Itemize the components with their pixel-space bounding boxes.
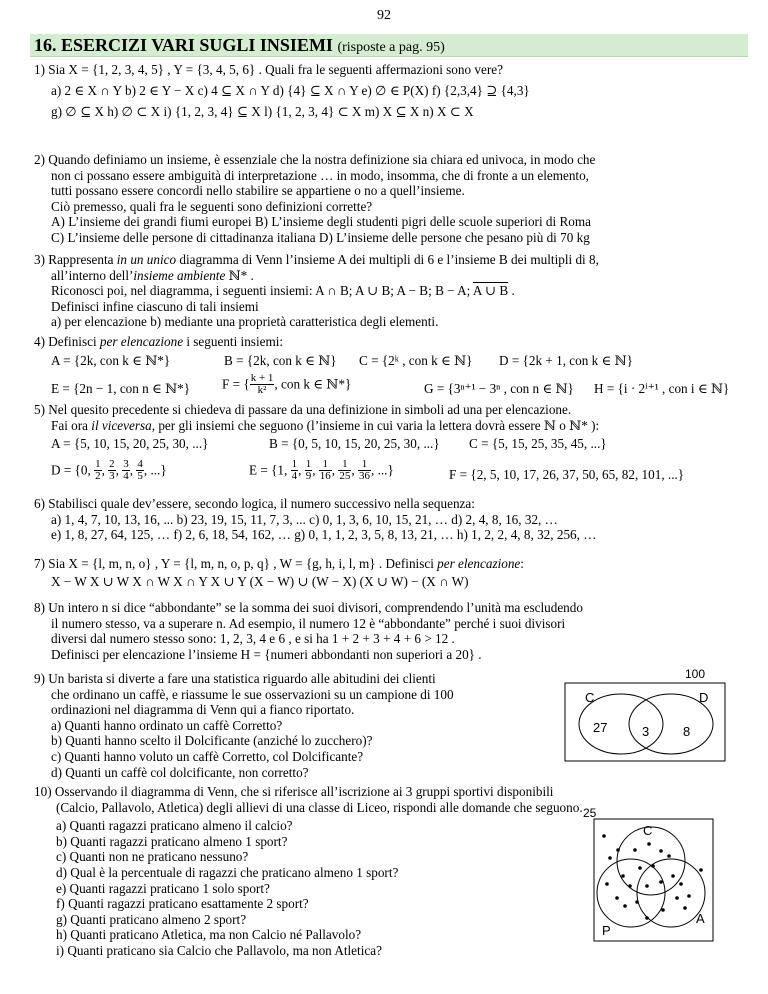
text: ℕ* . — [225, 267, 254, 283]
fraction — [94, 459, 102, 482]
student-dot — [638, 866, 642, 870]
venn-set-a-label: A — [696, 911, 705, 926]
emphasis: insieme ambiente — [133, 267, 226, 283]
student-dot — [605, 882, 609, 886]
exercise-8-line: 8) Un intero n si dice “abbondante” se la somma dei suoi divisori, comprendendo l’unità ma escludendo — [34, 600, 583, 615]
venn-diagram-coffee — [563, 666, 733, 764]
set-listing-fractions — [51, 459, 167, 482]
exercise-2-option: C) L’insieme delle persone di cittadinanza italiana D) L’insieme delle persone che pesano più di 70 kg — [51, 229, 590, 245]
exercise-3-line: Definisci infine ciascuno di tali insiemi — [51, 298, 259, 314]
student-dot — [659, 880, 663, 884]
exercise-8-line: Definisci per elencazione l’insieme H = {numeri abbondanti non superiori a 20} . — [51, 646, 482, 662]
fraction — [358, 459, 371, 482]
fraction — [250, 373, 275, 396]
fraction — [319, 459, 332, 482]
exercise-6-line: 6) Stabilisci quale dev’essere, secondo logica, il numero successivo nella sequenza: — [34, 496, 475, 511]
separator: , — [298, 462, 305, 478]
student-dot — [602, 834, 606, 838]
set-definition: H = {i · 2ⁱ⁺¹ , con i ∈ ℕ} — [594, 380, 730, 396]
exercise-5-row-2 — [34, 456, 750, 488]
exercise-10-line: (Calcio, Pallavolo, Atletica) degli allievi di una classe di Liceo, rispondi alle domande che seguono. — [56, 799, 583, 815]
text: , con k ∈ ℕ*} — [274, 376, 352, 392]
exercise-10-question: c) Quanti non ne praticano nessuno? — [56, 849, 249, 865]
numerator: 4 — [137, 458, 143, 471]
set-definition: D = {2k + 1, con k ∈ ℕ} — [499, 352, 633, 368]
page-number: 92 — [377, 8, 391, 23]
exercise-8-line: diversi dal numero stesso sono: 1, 2, 3, 4 e 6 , e si ha 1 + 2 + 3 + 4 + 6 > 12 . — [51, 631, 455, 647]
separator: , — [115, 462, 123, 478]
numerator: 1 — [319, 459, 332, 471]
student-dot — [683, 906, 687, 910]
set-definition: E = {2n − 1, con n ∈ ℕ*} — [51, 380, 191, 396]
venn-sports-svg — [577, 806, 717, 944]
student-dot — [645, 884, 649, 888]
exercise-9-line: che ordinano un caffè, e riassume le sue osservazioni su un campione di 100 — [51, 686, 454, 702]
text: E = {1, — [249, 462, 291, 478]
set-listing-fractions — [249, 459, 394, 482]
exercise-5-line: 5) Nel quesito precedente si chiedeva di passare da una definizione in simboli ad una per elencazione. — [34, 402, 572, 417]
student-dot — [616, 848, 620, 852]
text: i seguenti insiemi: — [183, 334, 284, 349]
text: diagramma di Venn l’insieme A dei multipli di 6 e l’insieme B dei multipli di 8, — [176, 252, 599, 267]
exercise-2 — [34, 152, 750, 246]
exercise-2-line: tutti possano essere concordi nello stabilire se appartiene o no a quell’insieme. — [51, 183, 465, 199]
denominator: 25 — [339, 470, 351, 483]
section-title-text: 16. ESERCIZI VARI SUGLI INSIEMI — [34, 35, 333, 55]
emphasis: il viceversa, — [91, 417, 156, 433]
exercise-4-intro — [34, 334, 750, 350]
set-listing: B = {0, 5, 10, 15, 20, 25, 30, ...} — [269, 436, 440, 452]
student-dot — [621, 874, 625, 878]
exercise-9-question: d) Quanti un caffè col dolcificante, non corretto? — [51, 764, 309, 780]
venn-both-value: 3 — [642, 724, 650, 739]
exercise-10-question: h) Quanti praticano Atletica, ma non Calcio né Pallavolo? — [56, 927, 362, 943]
student-dot — [661, 908, 665, 912]
student-dot — [647, 842, 651, 846]
venn-set-c-label: C — [643, 823, 653, 838]
emphasis: in un unico — [116, 252, 177, 267]
exercise-5-line — [34, 418, 750, 434]
exercise-4-row-1 — [34, 353, 750, 373]
text: all’interno dell’ — [51, 267, 134, 283]
text: per gli insiemi che seguono (l’insieme in cui varia la lettera dovrà essere ℕ o ℕ* ): — [155, 417, 600, 433]
student-dot — [675, 896, 679, 900]
text: F = { — [222, 376, 250, 392]
text: 7) Sia X = {l, m, n, o} , Y = {l, m, n, o, p, q} , W = {g, h, i, l, m} . Definisci — [34, 556, 438, 571]
set-definition: B = {2k, con k ∈ ℕ} — [224, 352, 337, 368]
exercise-7-operations: X − W X ∪ W X ∩ W X ∩ Y X ∪ Y (X − W) ∪ (W − X) (X ∪ W) − (X ∩ W) — [51, 573, 469, 589]
separator: , — [312, 462, 319, 478]
student-dot — [667, 854, 671, 858]
exercise-6 — [34, 496, 750, 543]
denominator: 9 — [305, 470, 312, 483]
text: Riconosci poi, nel diagramma, i seguenti insiemi: A ∩ B; A ∪ B; A − B; B − A; — [51, 283, 473, 299]
venn-only-d-value: 8 — [683, 724, 691, 739]
venn-set-c-label: C — [585, 690, 595, 705]
exercise-1-options-row-2: g) ∅ ⊆ X h) ∅ ⊂ X i) {1, 2, 3, 4} ⊆ X l) {1, 2, 3, 4} ⊂ X m) X ⊆ X n) X ⊂ X — [51, 104, 474, 120]
numerator: 1 — [95, 458, 101, 471]
set-definition-fraction — [222, 373, 351, 396]
venn-coffee-svg — [563, 666, 733, 764]
text: D = {0, — [51, 462, 95, 478]
fraction — [122, 459, 130, 482]
exercise-1 — [34, 62, 750, 120]
student-dot — [651, 864, 655, 868]
venn-student-dots — [602, 834, 703, 920]
emphasis: per elencazione — [99, 334, 184, 349]
venn-only-c-value: 27 — [593, 720, 608, 735]
section-title-band — [30, 34, 748, 57]
numerator: 1 — [358, 459, 371, 471]
separator: , — [101, 462, 109, 478]
exercise-7 — [34, 556, 750, 589]
separator: , — [129, 462, 137, 478]
exercise-4-row-2 — [34, 373, 750, 403]
fraction — [108, 459, 116, 482]
text: : — [520, 556, 524, 571]
exercise-10-question: e) Quanti ragazzi praticano 1 solo sport? — [56, 880, 270, 896]
exercise-9-line: 9) Un barista si diverte a fare una statistica riguardo alle abitudini dei clienti — [34, 671, 436, 686]
exercise-5 — [34, 402, 750, 488]
student-dot — [628, 884, 632, 888]
denominator: 3 — [109, 470, 115, 483]
venn-set-p-circle — [597, 859, 665, 927]
numerator: 1 — [338, 459, 351, 471]
text: , ...} — [143, 462, 167, 478]
student-dot — [671, 874, 675, 878]
fraction — [136, 459, 144, 482]
denominator: 2 — [95, 470, 101, 483]
exercise-10-question: a) Quanti ragazzi praticano almeno il calcio? — [56, 818, 293, 834]
exercise-6-sequences: a) 1, 4, 7, 10, 13, 16, ... b) 23, 19, 15, 11, 7, 3, ... c) 0, 1, 3, 6, 10, 15, 21, … d) 2, 4, 8, 16, 32, … — [51, 511, 558, 527]
exercise-10-question: f) Quanti ragazzi praticano esattamente 2 sport? — [56, 896, 309, 912]
exercise-6-sequences: e) 1, 8, 27, 64, 125, … f) 2, 6, 18, 54, 162, … g) 0, 1, 1, 2, 3, 5, 8, 13, 21, … h) 1, 2, 2, 4, 8, 32, 256, … — [51, 527, 597, 543]
exercise-3-line — [34, 268, 750, 284]
numerator: 1 — [291, 458, 298, 471]
denominator: 36 — [358, 470, 370, 483]
set-listing: A = {5, 10, 15, 20, 25, 30, ...} — [51, 436, 209, 452]
exercise-10-question: g) Quanti praticano almeno 2 sport? — [56, 911, 247, 927]
set-definition: A = {2k, con k ∈ ℕ*} — [51, 352, 171, 368]
numerator: 3 — [123, 458, 129, 471]
set-listing: F = {2, 5, 10, 17, 26, 37, 50, 65, 82, 101, ...} — [449, 467, 685, 483]
separator: , — [351, 462, 358, 478]
exercise-10-question: d) Qual è la percentuale di ragazzi che praticano almeno 1 sport? — [56, 864, 399, 880]
exercise-9-question: a) Quanti hanno ordinato un caffè Corretto? — [51, 717, 283, 733]
exercise-3-line — [34, 283, 750, 299]
exercise-3 — [34, 252, 750, 330]
venn-set-d-label: D — [699, 690, 709, 705]
numerator: k + 1 — [250, 371, 274, 384]
text: , ...} — [370, 462, 394, 478]
exercise-4 — [34, 334, 750, 403]
denominator: 4 — [291, 470, 298, 483]
exercise-10-question: i) Quanti praticano sia Calcio che Pallavolo, ma non Atletica? — [56, 942, 382, 958]
denominator: 16 — [319, 470, 331, 483]
student-dot — [633, 848, 637, 852]
student-dot — [687, 894, 691, 898]
text: 4) Definisci — [34, 334, 100, 349]
student-dot — [699, 868, 703, 872]
student-dot — [635, 900, 639, 904]
complement-set: A ∪ B — [472, 283, 509, 299]
text: Fai ora — [51, 417, 92, 433]
student-dot — [608, 856, 612, 860]
exercise-3-line — [34, 252, 750, 268]
exercise-1-options-row-1: a) 2 ∈ X ∩ Y b) 2 ∈ Y − X c) 4 ⊆ X ∩ Y d) {4} ⊆ X ∩ Y e) ∅ ∈ P(X) f) {2,3,4} ⊇ {4,3} — [51, 82, 530, 98]
section-title — [34, 35, 445, 58]
venn-set-p-label: P — [602, 923, 611, 938]
exercise-7-line — [34, 556, 750, 572]
exercise-3-line: a) per elencazione b) mediante una proprietà caratteristica degli elementi. — [51, 314, 439, 330]
set-listing: C = {5, 15, 25, 35, 45, ...} — [469, 436, 607, 452]
emphasis: per elencazione — [437, 556, 521, 571]
denominator: 5 — [137, 470, 143, 483]
exercise-9-line: ordinazioni nel diagramma di Venn qui a fianco riportato. — [51, 702, 355, 718]
fraction — [291, 459, 299, 482]
text: 3) Rappresenta — [34, 252, 117, 267]
exercise-8-line: il numero stesso, va a superare n. Ad esempio, il numero 12 è “abbondante” perché i suoi divisori — [51, 615, 566, 631]
denominator: 4 — [123, 470, 129, 483]
student-dot — [659, 849, 663, 853]
numerator: 1 — [305, 458, 312, 471]
exercise-8 — [34, 600, 750, 662]
student-dot — [645, 916, 649, 920]
exercise-10-line: 10) Osservando il diagramma di Venn, che si riferisce all’iscrizione ai 3 gruppi sportivi disponibili — [34, 784, 554, 799]
set-definition: G = {3ⁿ⁺¹ − 3ⁿ , con n ∈ ℕ} — [424, 380, 574, 396]
exercise-9-question: c) Quanti hanno voluto un caffè Corretto, col Dolcificante? — [51, 748, 364, 764]
exercise-2-line: 2) Quando definiamo un insieme, è essenziale che la nostra definizione sia chiara ed univoca, in modo che — [34, 152, 596, 167]
venn-total-label: 100 — [685, 667, 706, 681]
exercise-9-question: b) Quanti hanno scelto il Dolcificante (anziché lo zucchero)? — [51, 733, 373, 749]
section-title-note: (risposte a pag. 95) — [337, 40, 445, 55]
text: . — [508, 283, 515, 299]
student-dot — [679, 882, 683, 886]
venn-total-label: 25 — [583, 806, 597, 820]
exercise-5-row-1 — [34, 436, 750, 456]
exercise-1-statement: 1) Sia X = {1, 2, 3, 4, 5} , Y = {3, 4, 5, 6} . Quali fra le seguenti affermazioni sono vere? — [34, 62, 503, 77]
exercise-2-option: A) L’insieme dei grandi fiumi europei B) L’insieme degli studenti pigri delle scuole superiori di Roma — [51, 214, 591, 230]
separator: , — [331, 462, 339, 478]
venn-diagram-sports — [577, 806, 717, 944]
set-definition: C = {2ᵏ , con k ∈ ℕ} — [359, 352, 473, 368]
exercise-2-line: Ciò premesso, quali fra le seguenti sono definizioni corrette? — [51, 198, 373, 214]
exercise-10-question: b) Quanti ragazzi praticano almeno 1 sport? — [56, 833, 288, 849]
student-dot — [623, 904, 627, 908]
fraction — [338, 459, 351, 482]
exercise-2-line: non ci possano essere ambiguità di interpretazione … in modo, insomma, che di fronte a un elemento, — [51, 167, 589, 183]
denominator: k² — [257, 383, 267, 396]
student-dot — [615, 896, 619, 900]
numerator: 2 — [109, 458, 115, 471]
